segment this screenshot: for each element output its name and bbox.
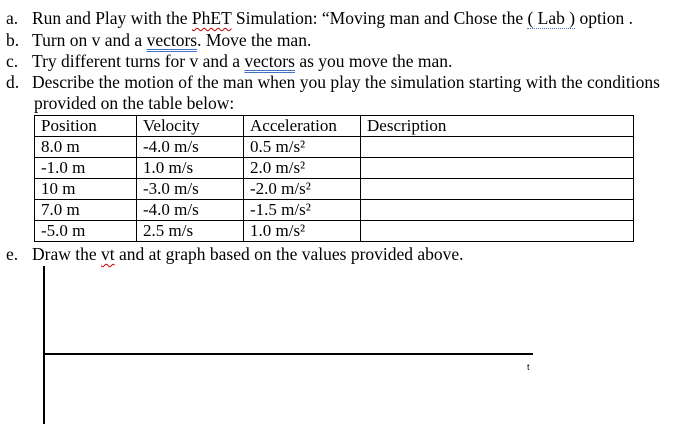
item-a-lab: ( Lab ) (527, 8, 576, 28)
header-position: Position (35, 116, 137, 137)
item-a-text-3: option . (575, 8, 633, 28)
cell-velocity: 2.5 m/s (137, 221, 244, 242)
table-row (35, 158, 634, 179)
header-velocity: Velocity (137, 116, 244, 137)
item-e-text-1: Draw the (32, 244, 102, 264)
item-d-marker: d. (6, 72, 20, 92)
item-c-text-2: as you move the man. (294, 51, 453, 71)
item-a-text-1: Run and Play with the (32, 8, 192, 28)
table-row (35, 221, 634, 242)
table-row (35, 200, 634, 221)
cell-position: -5.0 m (35, 221, 137, 242)
cell-velocity: -4.0 m/s (137, 137, 244, 158)
item-a (6, 7, 633, 29)
cell-acceleration: 2.0 m/s² (244, 158, 361, 179)
item-d (6, 71, 660, 93)
cell-position: 8.0 m (35, 137, 137, 158)
item-e-text-2: and at graph based on the values provided above. (114, 244, 464, 264)
cell-acceleration: -2.0 m/s² (244, 179, 361, 200)
item-b-text-1: Turn on v and a (32, 30, 147, 50)
item-b-vectors: vectors (146, 30, 198, 50)
cell-position: 7.0 m (35, 200, 137, 221)
item-c-text-1: Try different turns for v and a (32, 51, 245, 71)
item-a-marker: a. (6, 8, 19, 28)
item-b (6, 29, 311, 51)
cell-acceleration: 0.5 m/s² (244, 137, 361, 158)
item-c-marker: c. (6, 51, 19, 71)
cell-description[interactable] (361, 158, 634, 179)
item-c (6, 50, 452, 72)
item-a-phet: PhET (191, 8, 232, 28)
graph-horizontal-axis (43, 353, 533, 355)
cell-description[interactable] (361, 179, 634, 200)
cell-velocity: -4.0 m/s (137, 200, 244, 221)
cell-acceleration: 1.0 m/s² (244, 221, 361, 242)
cell-description[interactable] (361, 200, 634, 221)
cell-acceleration: -1.5 m/s² (244, 200, 361, 221)
header-description: Description (361, 116, 634, 137)
table-row (35, 137, 634, 158)
cell-velocity: 1.0 m/s (137, 158, 244, 179)
graph-t-label: t (527, 362, 530, 372)
cell-description[interactable] (361, 221, 634, 242)
cell-position: -1.0 m (35, 158, 137, 179)
item-d-text-1: Describe the motion of the man when you play the simulation starting with the conditions (32, 72, 660, 92)
table-header-row (35, 116, 634, 137)
cell-velocity: -3.0 m/s (137, 179, 244, 200)
item-e-marker: e. (6, 244, 19, 264)
item-c-vectors: vectors (244, 51, 295, 71)
conditions-table (34, 115, 634, 242)
cell-position: 10 m (35, 179, 137, 200)
table-row (35, 179, 634, 200)
item-d-continuation: provided on the table below: (34, 93, 235, 113)
item-a-text-2: Simulation: “Moving man and Chose the (231, 8, 528, 28)
cell-description[interactable] (361, 137, 634, 158)
header-acceleration: Acceleration (244, 116, 361, 137)
graph-vertical-axis (43, 266, 45, 424)
item-b-marker: b. (6, 30, 20, 50)
item-e (6, 243, 464, 265)
item-e-vt: vt (101, 244, 115, 264)
item-b-text-2: . Move the man. (197, 30, 312, 50)
